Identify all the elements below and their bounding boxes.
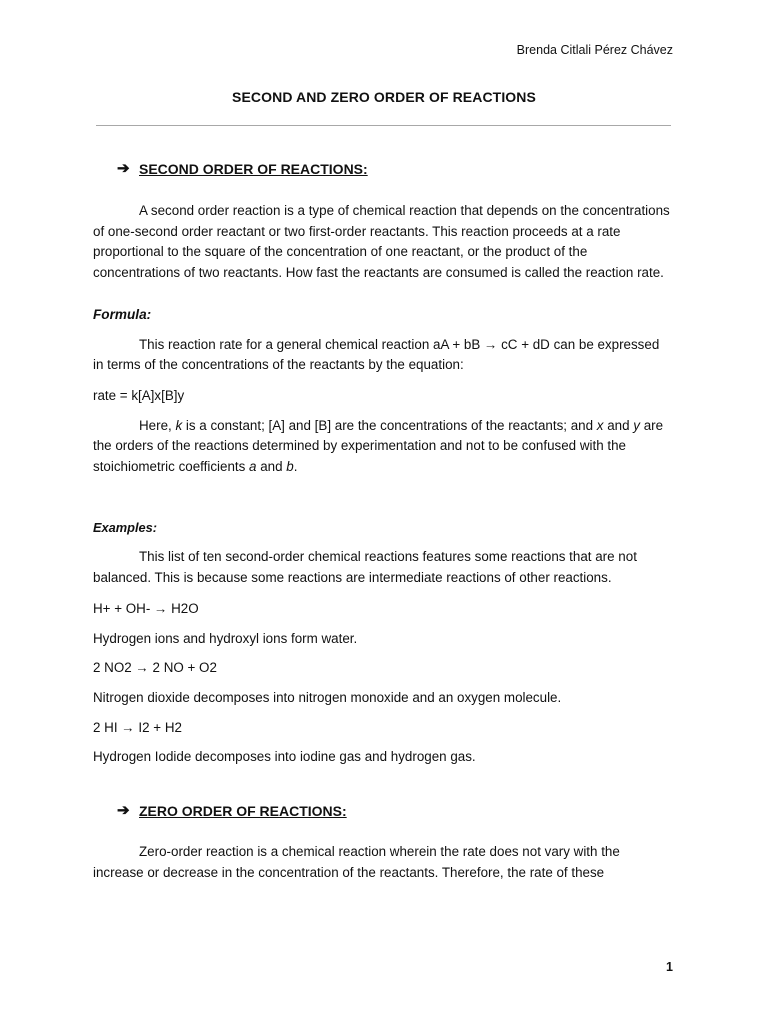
zero-order-heading-label: ZERO ORDER OF REACTIONS: xyxy=(139,803,347,820)
second-order-heading-label: SECOND ORDER OF REACTIONS: xyxy=(139,161,368,177)
formula-text: This reaction rate for a general chemical reaction aA + bB → cC + dD can be expressed in terms of the concentrations of the reactants by the equation: xyxy=(93,336,660,373)
example-equation: 2 HI → I2 + H2 xyxy=(93,719,182,735)
example-description: Hydrogen ions and hydroxyl ions form water. xyxy=(93,630,358,646)
example-description: Hydrogen Iodide decomposes into iodine gas and hydrogen gas. xyxy=(93,749,476,765)
example-description: Nitrogen dioxide decomposes into nitrogen monoxide and an oxygen molecule. xyxy=(93,689,562,705)
second-order-heading xyxy=(117,158,673,180)
title-divider xyxy=(96,125,671,126)
document-title: SECOND AND ZERO ORDER OF REACTIONS xyxy=(232,89,536,105)
second-order-intro: A second order reaction is a type of chemical reaction that depends on the concentrations of one-second order reactant or two first-order reactants. This reaction proceeds at a rate proportional to the square of the concentration of one reactant, or the product of the concentrations of two reactants. How fast the reactants are consumed is called the reaction rate. xyxy=(93,203,670,281)
formula-explanation: Here, k is a constant; [A] and [B] are the concentrations of the reactants; and x and y are the orders of the reactions determined by experimentation and not to be confused with the stoichiometric coefficients a and b. xyxy=(93,417,664,475)
arrow-right-icon: ➔ xyxy=(117,802,130,820)
arrow-right-icon: ➔ xyxy=(117,160,130,177)
zero-order-intro: Zero-order reaction is a chemical reaction wherein the rate does not vary with the increase or decrease in the concentration of the reactants. Therefore, the rate of these xyxy=(93,844,620,880)
examples-label: Examples: xyxy=(93,519,158,535)
example-equation: 2 NO2 → 2 NO + O2 xyxy=(93,660,217,676)
rate-equation: rate = k[A]x[B]y xyxy=(93,387,185,403)
zero-order-heading xyxy=(117,800,673,822)
page-number: 1 xyxy=(666,960,673,974)
example-equation: H+ + OH- → H2O xyxy=(93,600,199,616)
author-name: Brenda Citlali Pérez Chávez xyxy=(516,43,673,57)
formula-label: Formula: xyxy=(93,306,152,322)
document-body xyxy=(93,158,673,883)
examples-intro: This list of ten second-order chemical reactions features some reactions that are not balanced. This is because some reactions are intermediate reactions of other reactions. xyxy=(93,549,637,586)
